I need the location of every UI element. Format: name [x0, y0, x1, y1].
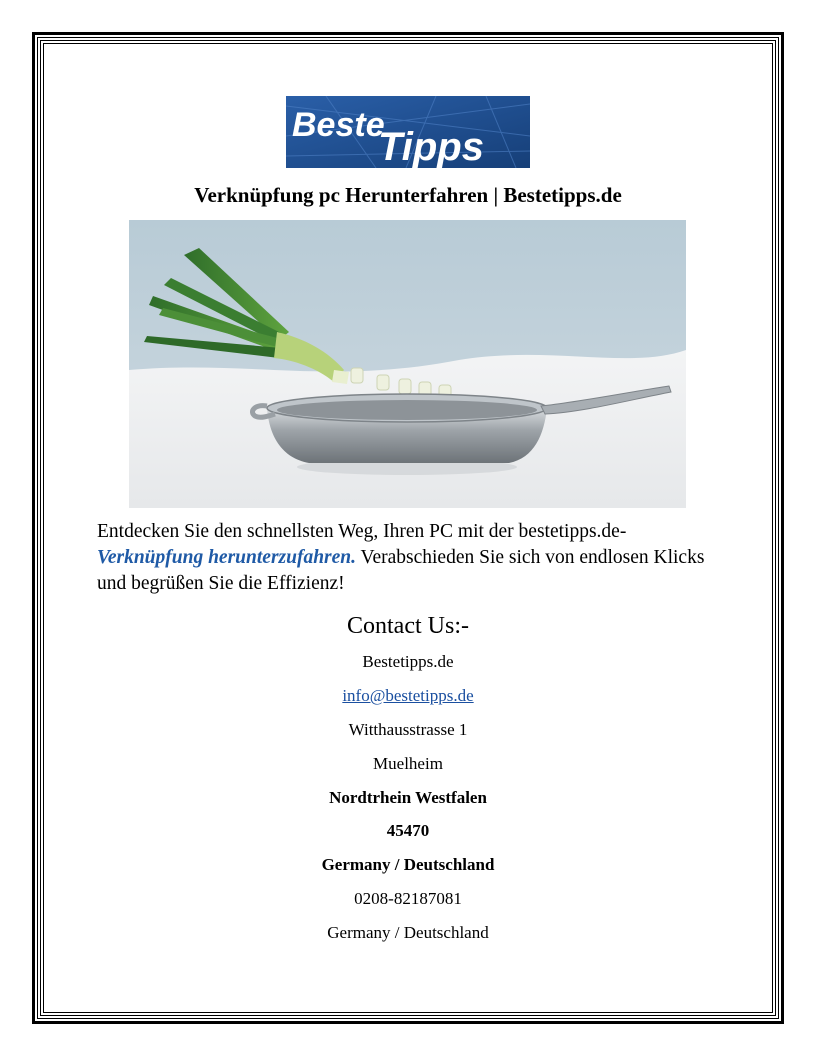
contact-country-bold: Germany / Deutschland — [321, 855, 495, 874]
intro-keyword-link[interactable]: Verknüpfung herunterzufahren. — [97, 547, 357, 568]
hero-image — [129, 220, 686, 508]
page-title: Verknüpfung pc Herunterfahren | Bestetipps.de — [194, 183, 622, 207]
contact-phone: 0208-82187081 — [354, 889, 462, 908]
intro-text-end: Verabschieden Sie sich von endlosen Klicks und begrüßen Sie die Effizienz! — [97, 547, 705, 594]
contact-street: Witthausstrasse 1 — [348, 720, 468, 739]
bestetipps-logo — [286, 96, 530, 168]
logo-text-beste: Beste — [292, 106, 385, 144]
contact-email-line — [48, 685, 768, 707]
logo-text-tipps: Tipps — [378, 125, 484, 168]
contact-zip: 45470 — [386, 821, 430, 840]
contact-email-link[interactable]: info@bestetipps.de — [342, 686, 474, 705]
contact-heading: Contact Us:- — [347, 613, 469, 639]
intro-paragraph — [97, 519, 727, 597]
contact-country: Germany / Deutschland — [327, 923, 489, 942]
intro-text-start: Entdecken Sie den schnellsten Weg, Ihren PC mit der bestetipps.de- — [97, 521, 627, 542]
contact-company: Bestetipps.de — [362, 652, 454, 671]
contact-state: Nordtrhein Westfalen — [329, 788, 487, 807]
contact-city: Muelheim — [373, 754, 443, 773]
